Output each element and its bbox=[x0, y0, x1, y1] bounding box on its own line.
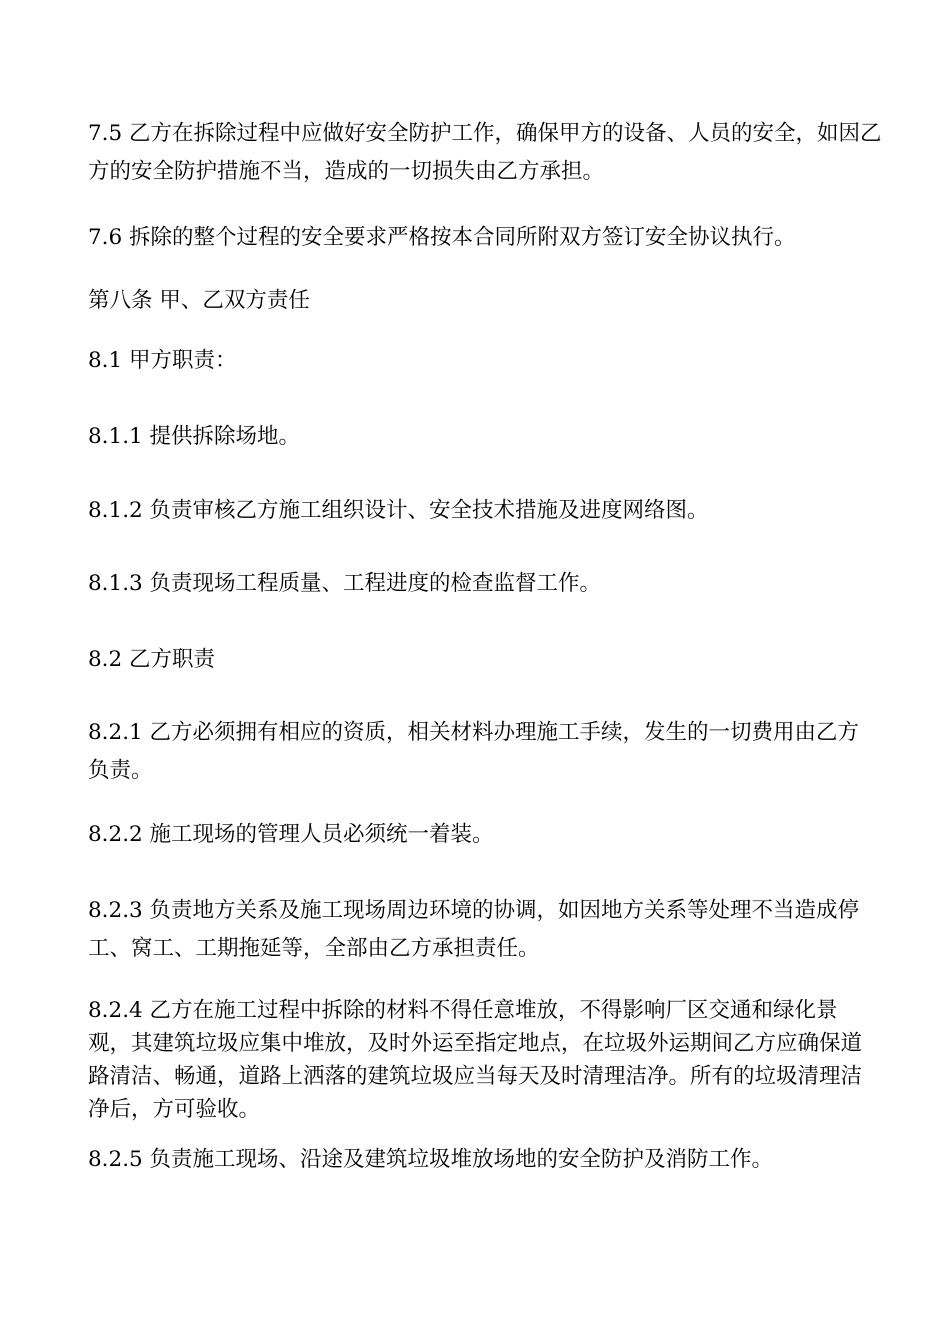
clause-7-5: 7.5 乙方在拆除过程中应做好安全防护工作，确保甲方的设备、人员的安全，如因乙方的安全防护措施不当，造成的一切损失由乙方承担。 bbox=[88, 121, 882, 184]
clause-8-1-3: 8.1.3 负责现场工程质量、工程进度的检查监督工作。 bbox=[88, 571, 602, 596]
clause-8-1-2: 8.1.2 负责审核乙方施工组织设计、安全技术措施及进度网络图。 bbox=[88, 498, 709, 523]
clause-8-1-1: 8.1.1 提供拆除场地。 bbox=[88, 424, 301, 449]
clause-8-2-5: 8.2.5 负责施工现场、沿途及建筑垃圾堆放场地的安全防护及消防工作。 bbox=[88, 1147, 774, 1172]
clause-8-2-2: 8.2.2 施工现场的管理人员必须统一着装。 bbox=[88, 822, 494, 847]
clause-8-2-4: 8.2.4 乙方在施工过程中拆除的材料不得任意堆放，不得影响厂区交通和绿化景观，其建筑垃圾应集中堆放，及时外运至指定地点，在垃圾外运期间乙方应确保道路清洁、畅通，道路上洒落的建筑垃圾应当每天及时清理洁净。所有的垃圾清理洁净后，方可验收。 bbox=[88, 998, 863, 1122]
clause-8-2-3: 8.2.3 负责地方关系及施工现场周边环境的协调，如因地方关系等处理不当造成停工、窝工、工期拖延等，全部由乙方承担责任。 bbox=[88, 898, 860, 961]
clause-8-2-1: 8.2.1 乙方必须拥有相应的资质，相关材料办理施工手续，发生的一切费用由乙方负责。 bbox=[88, 720, 860, 783]
clause-7-6: 7.6 拆除的整个过程的安全要求严格按本合同所附双方签订安全协议执行。 bbox=[88, 225, 796, 250]
clause-8-1: 8.1 甲方职责： bbox=[88, 348, 237, 373]
article-8-heading: 第八条 甲、乙双方责任 bbox=[88, 288, 310, 313]
clause-8-2: 8.2 乙方职责 bbox=[88, 647, 216, 672]
